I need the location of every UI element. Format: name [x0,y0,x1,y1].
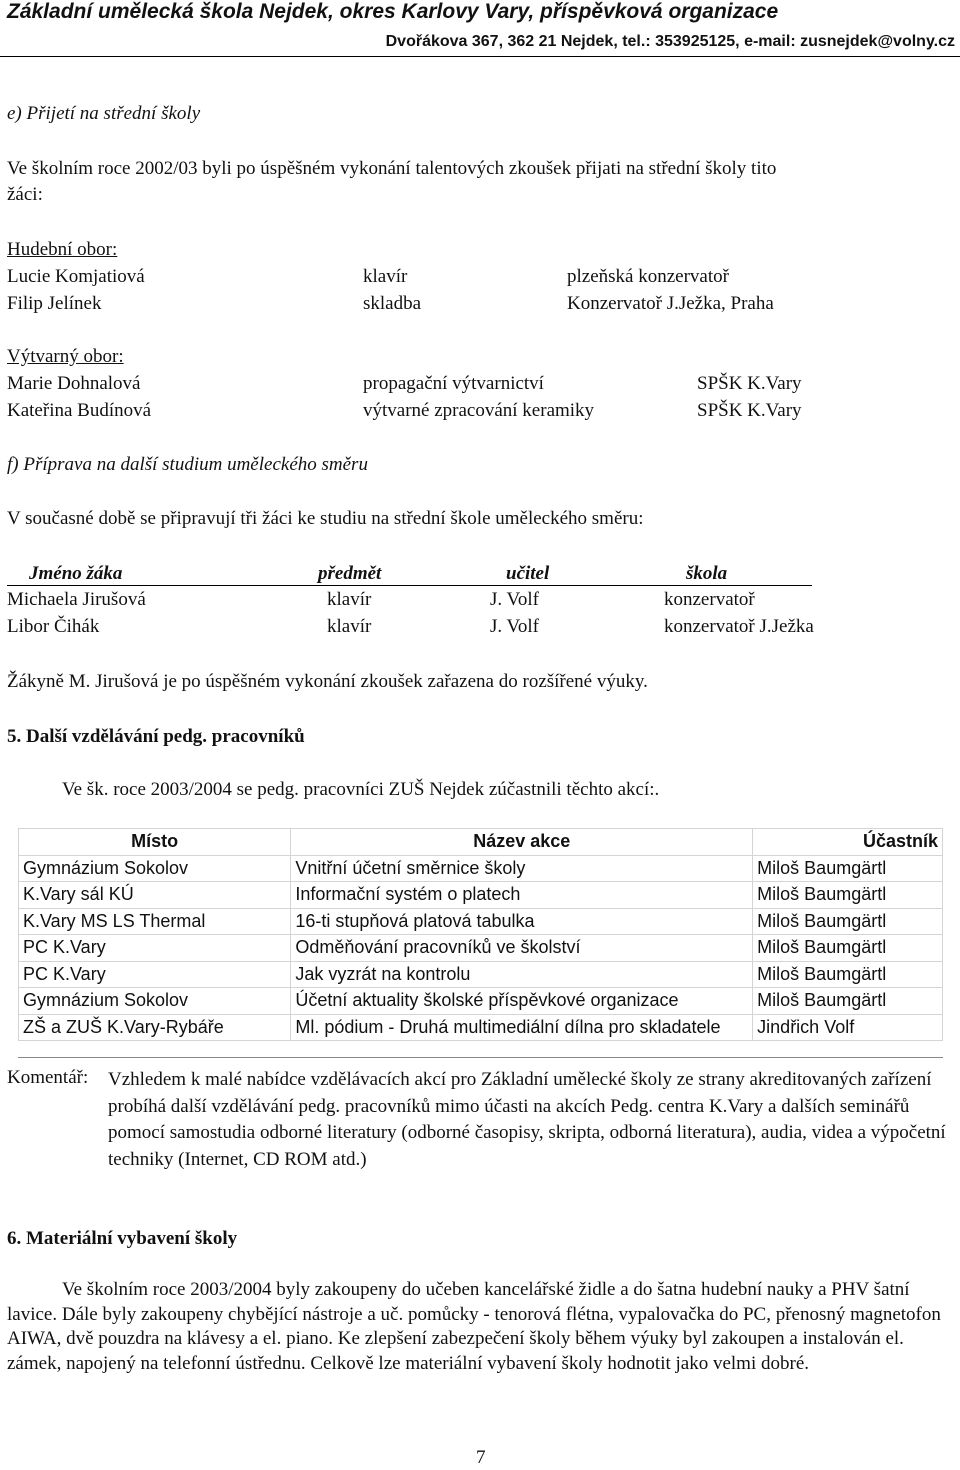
event-place: PC K.Vary [19,961,291,988]
art-student-school: SPŠK K.Vary [697,373,802,394]
section-f-heading: f) Příprava na další studium uměleckého směru [7,454,368,475]
event-place: K.Vary MS LS Thermal [19,908,291,935]
prep-student-school: konzervatoř [664,589,755,610]
section-e-heading: e) Přijetí na střední školy [7,103,201,124]
col-header-school: škola [686,563,728,584]
table-row [19,882,943,909]
prep-student-school: konzervatoř J.Ježka [664,616,814,637]
event-name: Ml. pódium - Druhá multimediální dílna pro skladatele [291,1014,753,1041]
col-header-subject: předmět [318,563,382,584]
prep-student-teacher: J. Volf [490,589,539,610]
section-6-body: Ve školním roce 2003/2004 byly zakoupeny do učeben kancelářské židle a do šatna hudební nauky a PHV šatní lavice. Dále byly zakoupeny chybějící nástroje a uč. pomůcky - tenorová flétna, vypalovačka do PC, přenosný magnetofon AIWA, dvě pouzdra na klávesy a el. piano. Ke zlepšení zabezpečení školy během výuky byl zakoupen a instalován el. zámek, napojený na telefonní ústřednu. Celkově lze materiální vybavení školy hodnotit jako velmi dobré. [7,1279,941,1374]
document-header-title: Základní umělecká škola Nejdek, okres Karlovy Vary, příspěvková organizace [7,0,779,23]
section-e-intro-line1: Ve školním roce 2002/03 byli po úspěšném vykonání talentových zkoušek přijati na střední školy tito [7,158,777,179]
prep-student-subject: klavír [327,616,372,637]
col-header-participant: Účastník [753,829,943,856]
art-department-label: Výtvarný obor: [7,346,124,367]
document-header-address: Dvořákova 367, 362 21 Nejdek, tel.: 353925125, e-mail: zusnejdek@volny.cz [385,33,955,50]
header-divider [0,56,960,57]
prep-student-subject: klavír [327,589,372,610]
table-row [19,961,943,988]
event-participant: Miloš Baumgärtl [753,908,943,935]
comment-label: Komentář: [7,1067,89,1088]
comment-text: Vzhledem k malé nabídce vzdělávacích akcí pro Základní umělecké školy ze strany akreditovaných zařízení probíhá další vzdělávání pedg. pracovníků mimo účasti na akcích Pedg. centra K.Vary a dalších seminářů pomocí samostudia odborné literatury (odborné časopisy, skripta, odborná literatura), audia, videa a výpočetní techniky (Internet, CD ROM atd.) [108,1069,946,1171]
art-student-school: SPŠK K.Vary [697,400,802,421]
event-name: Účetní aktuality školské příspěvkové organizace [291,988,753,1015]
section-5-heading: 5. Další vzdělávání pedg. pracovníků [7,726,305,747]
music-student-subject: skladba [363,293,422,314]
table-row [19,1014,943,1041]
music-department-label: Hudební obor: [7,239,118,260]
table-header-row [19,829,943,856]
prep-student-teacher: J. Volf [490,616,539,637]
art-student-subject: výtvarné zpracování keramiky [363,400,595,421]
section-5-intro: Ve šk. roce 2003/2004 se pedg. pracovníci ZUŠ Nejdek zúčastnili těchto akcí:. [62,779,660,800]
section-6-heading: 6. Materiální vybavení školy [7,1228,238,1249]
event-participant: Miloš Baumgärtl [753,855,943,882]
art-student-name: Kateřina Budínová [7,400,152,421]
event-participant: Miloš Baumgärtl [753,988,943,1015]
section-f-note: Žákyně M. Jirušová je po úspěšném vykonání zkoušek zařazena do rozšířené výuky. [7,671,648,692]
table-row [19,988,943,1015]
event-place: ZŠ a ZUŠ K.Vary-Rybáře [19,1014,291,1041]
section-e-intro-line2: žáci: [7,184,43,205]
event-participant: Miloš Baumgärtl [753,961,943,988]
table-row [19,935,943,962]
event-name: Vnitřní účetní směrnice školy [291,855,753,882]
event-name: Odměňování pracovníků ve školství [291,935,753,962]
col-header-event-name: Název akce [291,829,753,856]
event-name: Informační systém o platech [291,882,753,909]
music-student-name: Lucie Komjatiová [7,266,145,287]
table-row [19,908,943,935]
event-place: Gymnázium Sokolov [19,855,291,882]
music-student-subject: klavír [363,266,408,287]
art-student-subject: propagační výtvarnictví [363,373,544,394]
event-place: Gymnázium Sokolov [19,988,291,1015]
event-name: Jak vyzrát na kontrolu [291,961,753,988]
table-row [19,855,943,882]
prep-student-name: Libor Čihák [7,616,100,637]
music-student-name: Filip Jelínek [7,293,102,314]
event-participant: Jindřich Volf [753,1014,943,1041]
event-participant: Miloš Baumgärtl [753,882,943,909]
event-place: K.Vary sál KÚ [19,882,291,909]
music-student-school: Konzervatoř J.Ježka, Praha [567,293,774,314]
col-header-student-name: Jméno žáka [29,563,123,584]
art-student-name: Marie Dohnalová [7,373,141,394]
training-events-table [18,828,943,1041]
section-f-intro: V současné době se připravují tři žáci ke studiu na střední škole uměleckého směru: [7,508,644,529]
event-name: 16-ti stupňová platová tabulka [291,908,753,935]
event-participant: Miloš Baumgärtl [753,935,943,962]
col-header-place: Místo [19,829,291,856]
page-number: 7 [476,1447,486,1468]
table-bottom-divider [18,1057,943,1058]
prep-student-name: Michaela Jirušová [7,589,146,610]
event-place: PC K.Vary [19,935,291,962]
col-header-teacher: učitel [506,563,550,584]
music-student-school: plzeňská konzervatoř [567,266,729,287]
